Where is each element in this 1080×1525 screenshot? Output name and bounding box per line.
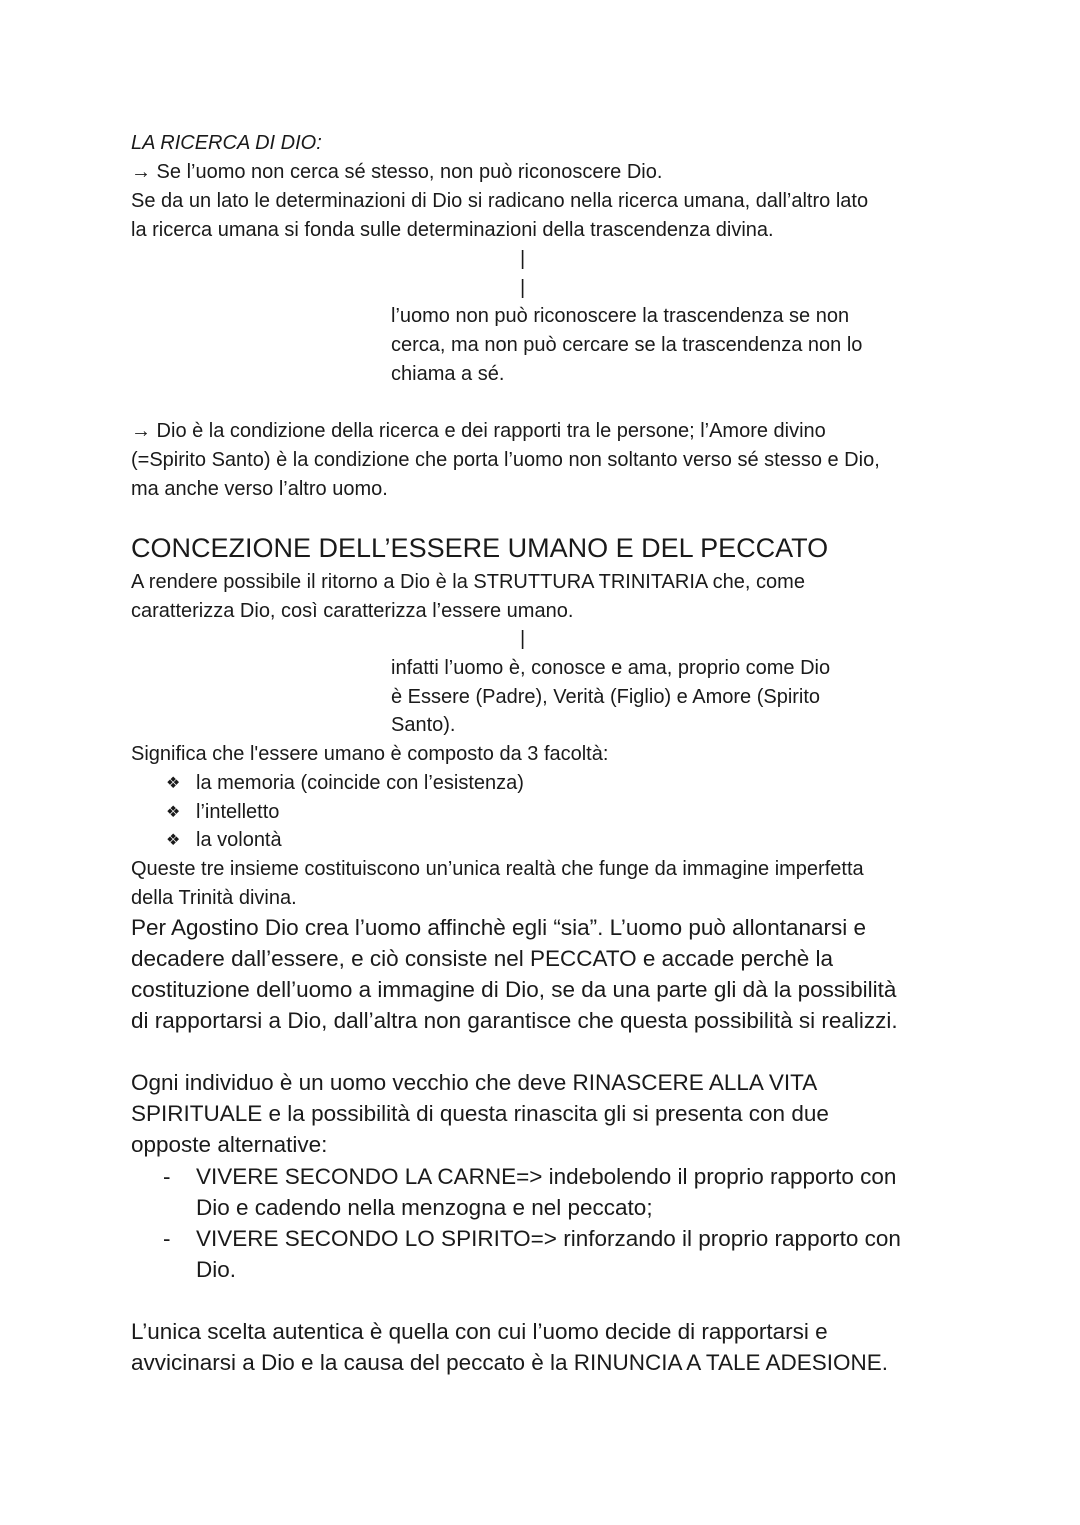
indented-line: chiama a sé. xyxy=(391,363,505,385)
text-line: L’unica scelta autentica è quella con cui l’uomo decide di rapportarsi e xyxy=(131,1319,828,1344)
text-line: Significa che l'essere umano è composto da 3 facoltà: xyxy=(131,743,609,765)
text-line: Se da un lato le determinazioni di Dio si radicano nella ricerca umana, dall’altro lato xyxy=(131,190,869,212)
text-line: costituzione dell’uomo a immagine di Dio, se da una parte gli dà la possibilità xyxy=(131,977,897,1002)
list-item: VIVERE SECONDO LO SPIRITO=> rinforzando il proprio rapporto con xyxy=(196,1226,901,1251)
text-line: avvicinarsi a Dio e la causa del peccato è la RINUNCIA A TALE ADESIONE. xyxy=(131,1350,889,1375)
section-title: LA RICERCA DI DIO: xyxy=(131,132,322,154)
list-item: la memoria (coincide con l’esistenza) xyxy=(196,772,524,794)
connector-line: | xyxy=(520,277,526,299)
text-line: Ogni individuo è un uomo vecchio che deve RINASCERE ALLA VITA xyxy=(131,1070,818,1095)
diamond-bullet-icon: ❖ xyxy=(166,832,181,849)
text-line: opposte alternative: xyxy=(131,1132,328,1157)
indented-line: l’uomo non può riconoscere la trascendenza se non xyxy=(391,305,850,327)
text-line: A rendere possibile il ritorno a Dio è la STRUTTURA TRINITARIA che, come xyxy=(131,571,805,593)
indented-line: infatti l’uomo è, conosce e ama, proprio come Dio xyxy=(391,657,831,679)
indented-line: è Essere (Padre), Verità (Figlio) e Amore (Spirito xyxy=(391,686,821,708)
list-item: VIVERE SECONDO LA CARNE=> indebolendo il proprio rapporto con xyxy=(196,1164,897,1189)
indented-line: Santo). xyxy=(391,714,456,736)
list-item-continuation: Dio. xyxy=(196,1257,237,1282)
text-line: decadere dall’essere, e ciò consiste nel PECCATO e accade perchè la xyxy=(131,946,834,971)
list-item: la volontà xyxy=(196,829,282,851)
text-line: SPIRITUALE e la possibilità di questa rinascita gli si presenta con due xyxy=(131,1101,829,1126)
text-line: caratterizza Dio, così caratterizza l’essere umano. xyxy=(131,600,574,622)
text-line: di rapportarsi a Dio, dall’altra non garantisce che questa possibilità si realizzi. xyxy=(131,1008,898,1033)
indented-line: cerca, ma non può cercare se la trascendenza non lo xyxy=(391,334,863,356)
text-line: Queste tre insieme costituiscono un’unica realtà che funge da immagine imperfetta xyxy=(131,858,864,880)
text-line: → Dio è la condizione della ricerca e dei rapporti tra le persone; l’Amore divino xyxy=(131,420,826,442)
list-item: l’intelletto xyxy=(196,801,280,823)
text-line: → Se l’uomo non cerca sé stesso, non può riconoscere Dio. xyxy=(131,161,663,183)
dash-bullet: - xyxy=(163,1226,171,1251)
diamond-bullet-icon: ❖ xyxy=(166,775,181,792)
dash-bullet: - xyxy=(163,1164,171,1189)
text-line: Per Agostino Dio crea l’uomo affinchè egli “sia”. L’uomo può allontanarsi e xyxy=(131,915,867,940)
text-line: ma anche verso l’altro uomo. xyxy=(131,478,388,500)
connector-line: | xyxy=(520,248,526,270)
text-line: (=Spirito Santo) è la condizione che porta l’uomo non soltanto verso sé stesso e Dio, xyxy=(131,449,880,471)
list-item-continuation: Dio e cadendo nella menzogna e nel peccato; xyxy=(196,1195,653,1220)
text-line: la ricerca umana si fonda sulle determinazioni della trascendenza divina. xyxy=(131,219,774,241)
text-line: della Trinità divina. xyxy=(131,887,297,909)
connector-line: | xyxy=(520,628,526,650)
diamond-bullet-icon: ❖ xyxy=(166,804,181,821)
section-heading: CONCEZIONE DELL’ESSERE UMANO E DEL PECCATO xyxy=(131,533,829,563)
